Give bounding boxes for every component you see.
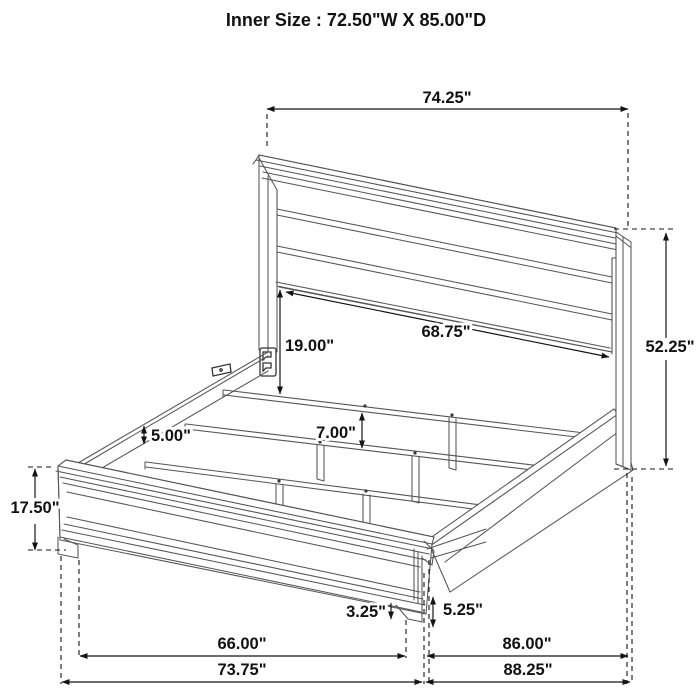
left-side-rail-drawing	[78, 352, 268, 468]
dim-label-slat-gap: 7.00"	[316, 424, 356, 442]
dim-label-headboard-inner-width: 68.75"	[421, 323, 471, 341]
dim-label-headboard-height: 52.25"	[645, 338, 695, 356]
dim-foot-leg-depth	[346, 603, 391, 621]
right-side-rail-drawing	[426, 409, 633, 592]
page-title: Inner Size : 72.50"W X 85.00"D	[225, 10, 487, 30]
dim-label-inner-slat-width: 66.00"	[217, 635, 267, 653]
dim-slat-gap	[316, 413, 362, 448]
dim-label-headboard-overall-width: 74.25"	[422, 89, 472, 107]
dim-label-footboard-height: 17.50"	[10, 499, 60, 517]
dim-label-foot-leg-height: 5.25"	[443, 601, 483, 619]
headboard-right-leg-drawing	[616, 232, 631, 470]
dim-foot-leg-height	[433, 597, 483, 627]
headboard-drawing	[212, 155, 621, 376]
dim-footboard-overall-width	[62, 661, 422, 682]
dim-label-foot-leg-depth: 3.25"	[346, 603, 386, 621]
dim-inner-rail-length	[427, 635, 628, 656]
rail-end-plate	[212, 364, 231, 376]
dim-inner-slat-width	[80, 635, 405, 656]
dim-side-rail-height	[144, 426, 191, 445]
dim-label-side-rail-height: 5.00"	[151, 427, 191, 445]
dim-label-inner-rail-length: 86.00"	[502, 635, 552, 653]
dim-panel-to-slat	[280, 290, 334, 394]
dim-label-overall-depth: 88.25"	[503, 661, 553, 679]
dim-label-panel-to-slat: 19.00"	[285, 337, 335, 355]
footboard-drawing	[56, 460, 486, 622]
dim-overall-depth	[426, 661, 630, 682]
dim-label-footboard-overall-width: 73.75"	[217, 661, 267, 679]
